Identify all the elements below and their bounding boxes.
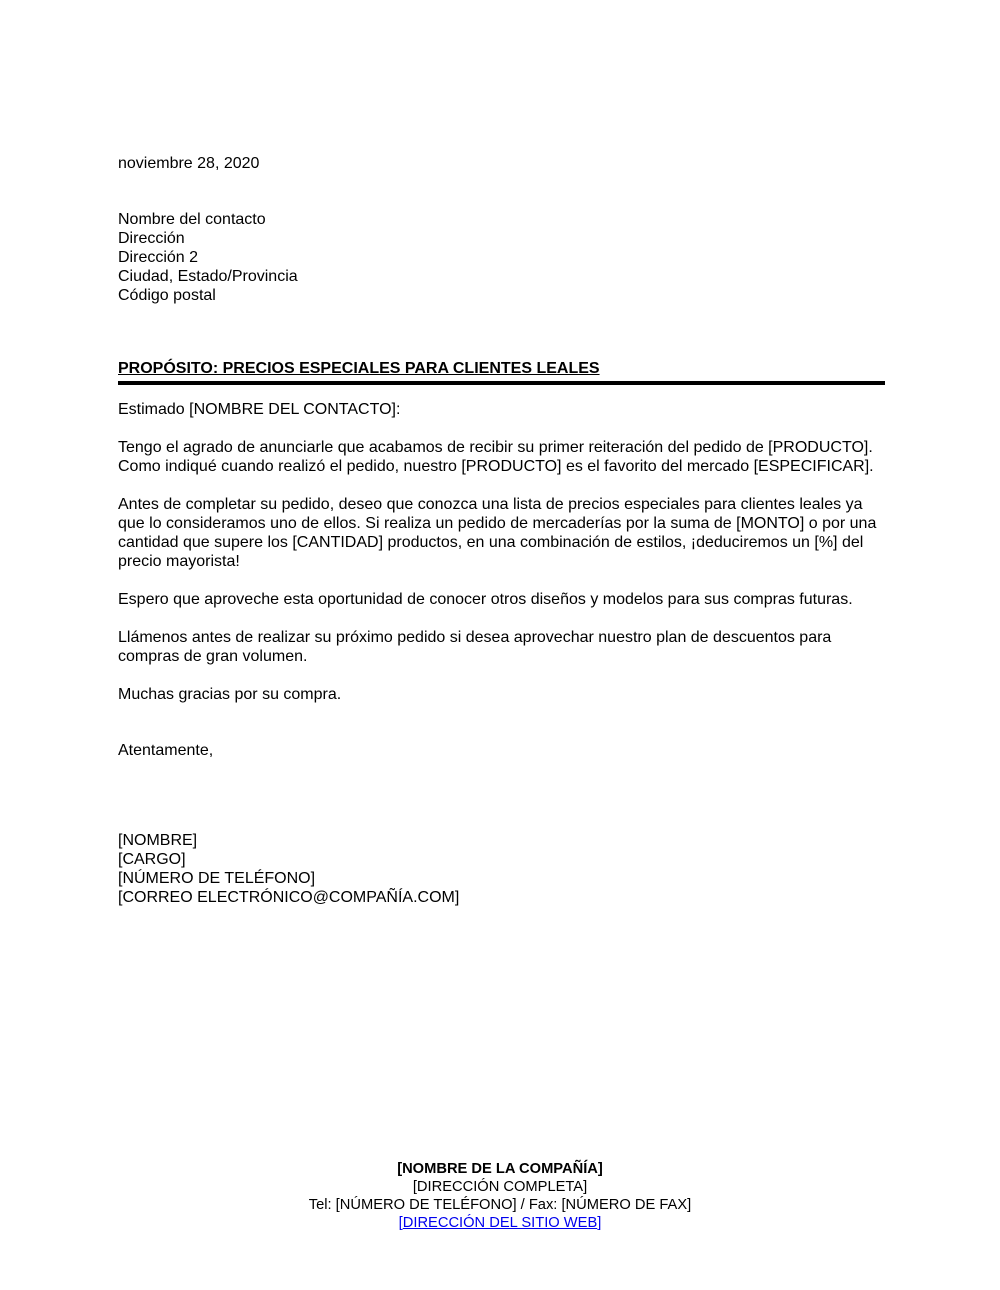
signature-title: [CARGO]	[118, 851, 186, 868]
footer-company-name: [NOMBRE DE LA COMPAÑÍA]	[397, 1161, 603, 1177]
body-paragraph-2: Antes de completar su pedido, deseo que conozca una lista de precios especiales para clientes leales ya que lo consideramos uno de ellos. Si realiza un pedido de mercaderías por la suma de [MONTO] o por una cantidad que supere los [CANTIDAD] productos, en una combinación de estilos, ¡deduciremos un [%] del precio mayorista!	[118, 496, 877, 570]
website-open-bracket: [	[398, 1215, 403, 1231]
subject-heading-text: PROPÓSITO: PRECIOS ESPECIALES PARA CLIENTES LEALES	[118, 360, 600, 377]
closing-salutation: Atentamente,	[118, 742, 214, 759]
recipient-address-1: Dirección	[118, 230, 185, 247]
signature-email: [CORREO ELECTRÓNICO@COMPAÑÍA.COM]	[118, 889, 460, 906]
signature-name: [NOMBRE]	[118, 832, 198, 849]
company-footer	[0, 1160, 1000, 1232]
recipient-address-2: Dirección 2	[118, 249, 199, 266]
recipient-name: Nombre del contacto	[118, 211, 266, 228]
footer-company-address: [DIRECCIÓN COMPLETA]	[412, 1179, 588, 1195]
footer-phone-fax: Tel: [NÚMERO DE TELÉFONO] / Fax: [NÚMERO DE FAX]	[308, 1197, 692, 1213]
recipient-city-state: Ciudad, Estado/Provincia	[118, 268, 298, 285]
body-paragraph-5: Muchas gracias por su compra.	[118, 686, 342, 703]
body-paragraph-4: Llámenos antes de realizar su próximo pedido si desea aprovechar nuestro plan de descuentos para compras de gran volumen.	[118, 629, 832, 665]
recipient-block	[118, 210, 885, 305]
signature-block	[118, 831, 885, 907]
subject-heading	[118, 359, 885, 385]
website-link[interactable]: DIRECCIÓN DEL SITIO WEB	[402, 1215, 598, 1231]
salutation: Estimado [NOMBRE DEL CONTACTO]:	[118, 401, 401, 418]
letter-date: noviembre 28, 2020	[118, 155, 260, 172]
body-paragraph-3: Espero que aproveche esta oportunidad de conocer otros diseños y modelos para sus compras futuras.	[118, 591, 853, 608]
body-paragraph-1: Tengo el agrado de anunciarle que acabamos de recibir su primer reiteración del pedido de [PRODUCTO]. Como indiqué cuando realizó el pedido, nuestro [PRODUCTO] es el favorito del mercado [ESPECIFICAR].	[118, 439, 874, 475]
recipient-postal-code: Código postal	[118, 287, 216, 304]
footer-website-line	[0, 1214, 1000, 1232]
signature-phone: [NÚMERO DE TELÉFONO]	[118, 870, 316, 887]
website-close-bracket: ]	[597, 1215, 602, 1231]
